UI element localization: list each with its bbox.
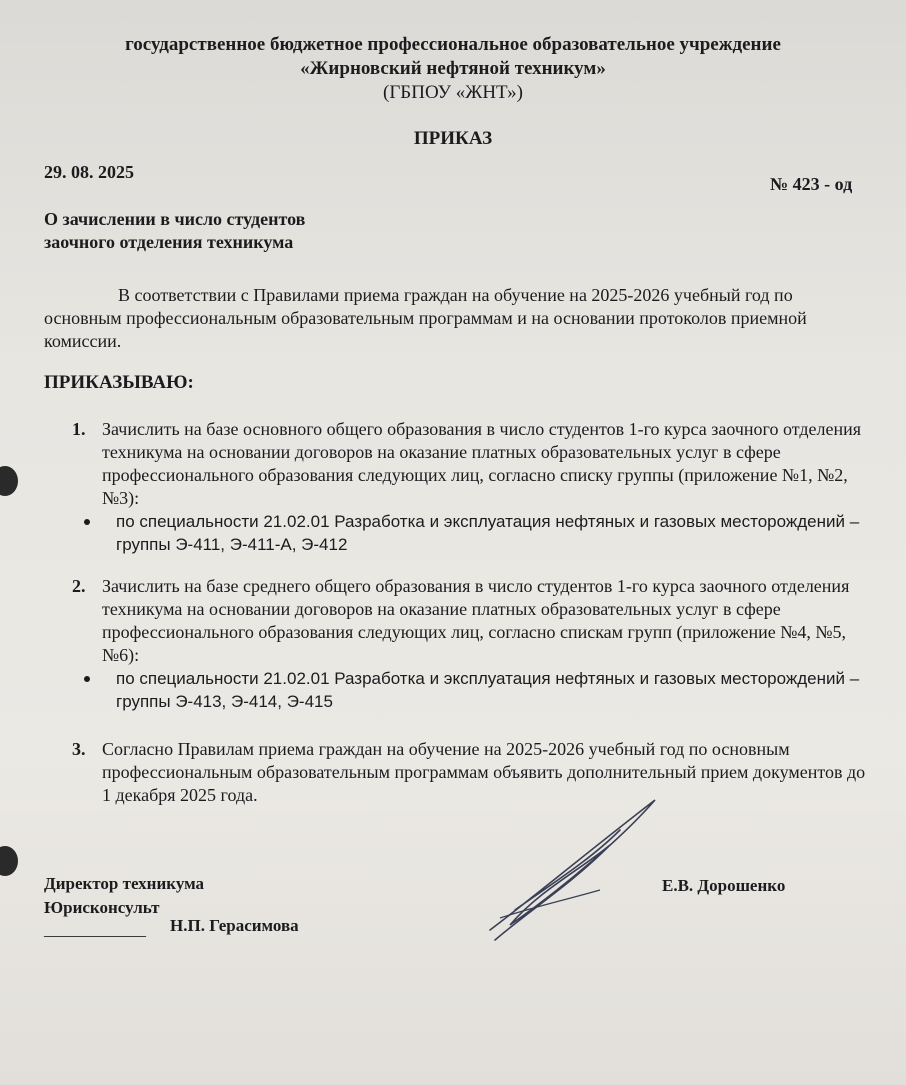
handwritten-signature: [470, 790, 670, 950]
bullet-text: по специальности 21.02.01 Разработка и эксплуатация нефтяных и газовых месторождений – группы Э-411, Э-411-А, Э-412: [116, 512, 860, 554]
item-text: Зачислить на базе основного общего образования в число студентов 1-го курса заочного отделения техникума на основании договоров на оказание платных образовательных услуг в сфере профессионального образования следующих лиц, согласно списку группы (приложение №1, №2, №3):: [102, 419, 862, 508]
bullet-dot: [84, 676, 90, 682]
item-bullet: [72, 667, 872, 713]
lawyer-signature-line: ____________: [44, 920, 146, 939]
bullet-text: по специальности 21.02.01 Разработка и эксплуатация нефтяных и газовых месторождений – группы Э-413, Э-414, Э-415: [116, 669, 860, 711]
director-name: Е.В. Дорошенко: [662, 876, 786, 895]
order-item-1: [72, 418, 872, 556]
item-number: 1.: [72, 419, 86, 439]
org-abbreviation: (ГБПОУ «ЖНТ»): [383, 82, 523, 103]
punch-hole: [0, 846, 18, 876]
lawyer-name: Н.П. Герасимова: [170, 916, 299, 935]
order-item-2: [72, 575, 872, 713]
org-name-line1: государственное бюджетное профессиональное образовательное учреждение: [125, 34, 781, 55]
subject-line2: заочного отделения техникума: [44, 232, 294, 252]
lawyer-title: Юрисконсульт: [44, 898, 160, 917]
item-text: Согласно Правилам приема граждан на обучение на 2025-2026 учебный год по основным профессиональным образовательным программам объявить дополнительный прием документов до 1 декабря 2025 года.: [102, 739, 866, 805]
document-title: ПРИКАЗ: [413, 128, 493, 149]
item-number: 3.: [72, 739, 86, 759]
order-word: ПРИКАЗЫВАЮ:: [44, 372, 194, 393]
bullet-dot: [84, 519, 90, 525]
order-number: № 423 - од: [770, 174, 853, 194]
order-date: 29. 08. 2025: [44, 162, 134, 182]
org-name-line2: «Жирновский нефтяной техникум»: [300, 58, 606, 79]
punch-hole: [0, 466, 18, 496]
preamble-text: В соответствии с Правилами приема граждан на обучение на 2025-2026 учебный год по основным профессиональным образовательным программам и на основании протоколов приемной комиссии.: [44, 285, 807, 351]
order-subject: [44, 208, 305, 254]
item-number: 2.: [72, 576, 86, 596]
item-bullet: [72, 510, 872, 556]
director-title: Директор техникума: [44, 874, 205, 893]
preamble: [44, 284, 869, 353]
item-text: Зачислить на базе среднего общего образования в число студентов 1-го курса заочного отделения техникума на основании договоров на оказание платных образовательных услуг в сфере профессионального образования следующих лиц, согласно спискам групп (приложение №4, №5, №6):: [102, 576, 850, 665]
subject-line1: О зачислении в число студентов: [44, 209, 306, 229]
